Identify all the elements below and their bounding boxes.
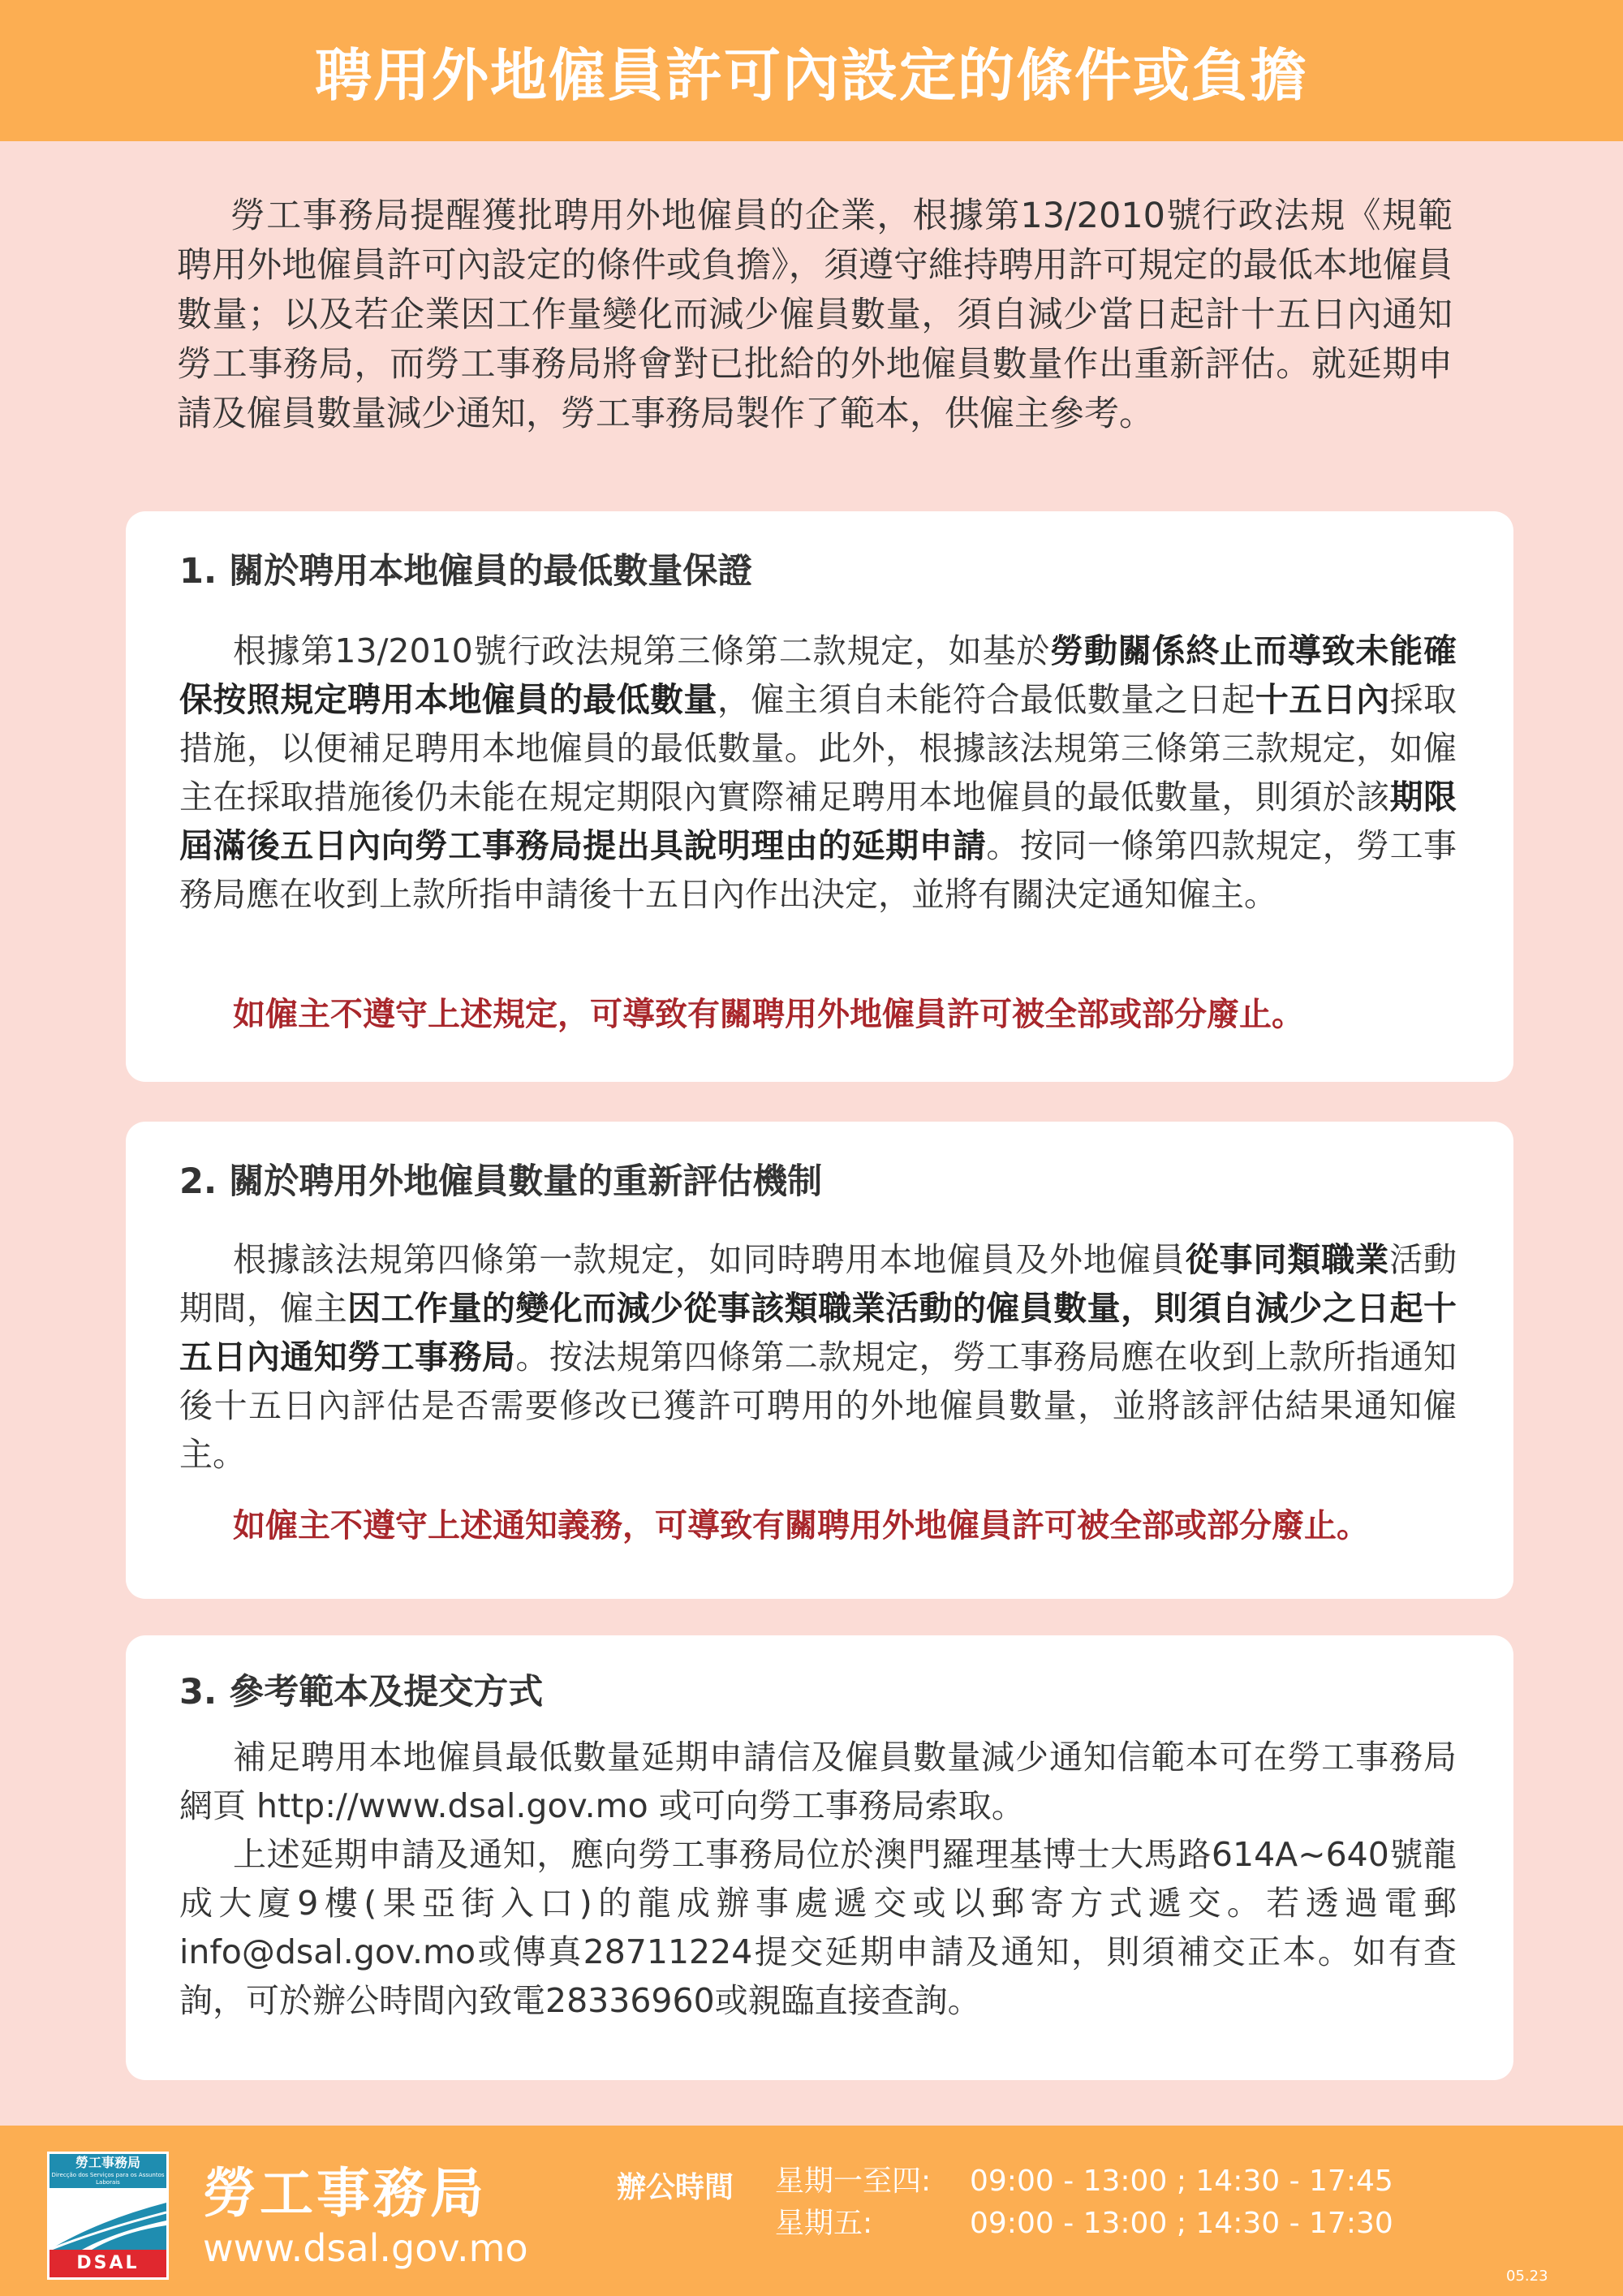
office-hours-label: 辦公時間 [617, 2171, 734, 2204]
section-body: 根據該法規第四條第一款規定，如同時聘用本地僱員及外地僱員從事同類職業活動期間，僱主因工作量的變化而減少從事該類職業活動的僱員數量，則須自減少之日起十五日內通知勞工事務局。按法規第四條第二款規定，勞工事務局應在收到上款所指通知後十五日內評估是否需要修改已獲許可聘用的外地僱員數量，並將該評估結果通知僱主。 [179, 1240, 1457, 1474]
intro-paragraph: 勞工事務局提醒獲批聘用外地僱員的企業，根據第13/2010號行政法規《規範聘用外地僱員許可內設定的條件或負擔》，須遵守維持聘用許可規定的最低本地僱員數量；以及若企業因工作量變化而減少僱員數量，須自減少當日起計十五日內通知勞工事務局，而勞工事務局將會對已批給的外地僱員數量作出重新評估。就延期申請及僱員數量減少通知，勞工事務局製作了範本，供僱主參考。 [177, 196, 1453, 434]
org-url[interactable]: www.dsal.gov.mo [203, 2226, 528, 2270]
warning-text: 如僱主不遵守上述通知義務，可導致有關聘用外地僱員許可被全部或部分廢止。 [233, 1507, 1369, 1544]
section-title: 3. 參考範本及提交方式 [179, 1672, 544, 1712]
section-body: 根據第13/2010號行政法規第三條第二款規定，如基於勞動關係終止而導致未能確保按照規定聘用本地僱員的最低數量，僱主須自未能符合最低數量之日起十五日內採取措施，以便補足聘用本地僱員的最低數量。此外，根據該法規第三條第三款規定，如僱主在採取措施後仍未能在規定期限內實際補足聘用本地僱員的最低數量，則須於該期限屆滿後五日內向勞工事務局提出具說明理由的延期申請。按同一條第四款規定，勞工事務局應在收到上款所指申請後十五日內作出決定，並將有關決定通知僱主。 [179, 631, 1457, 914]
version-code: 05.23 [1506, 2268, 1548, 2285]
footer [0, 2126, 1623, 2296]
org-name: 勞工事務局 [203, 2162, 487, 2225]
section-card-3 [126, 1635, 1513, 2080]
section-card-2 [126, 1122, 1513, 1599]
office-hours-row: 星期一至四: 09:00 - 13:00 ; 14:30 - 17:45 [775, 2165, 1393, 2198]
section-title: 1. 關於聘用本地僱員的最低數量保證 [179, 551, 753, 592]
section-body: 上述延期申請及通知，應向勞工事務局位於澳門羅理基博士大馬路614A~640號龍成大廈9樓(果亞街入口)的龍成辦事處遞交或以郵寄方式遞交。若透過電郵info@dsal.gov.mo或傳真28711224提交延期申請及通知，則須補交正本。如有查詢，可於辦公時間內致電28336960或親臨直接查詢。 [179, 1835, 1457, 2020]
road-emblem-icon [50, 2188, 166, 2250]
dsal-logo: 勞工事務局 Direcção dos Serviços para os Assuntos Laborais DSAL [47, 2152, 169, 2280]
office-hours-row: 星期五: 09:00 - 13:00 ; 14:30 - 17:30 [775, 2207, 1393, 2240]
header-banner [0, 0, 1623, 141]
section-title: 2. 關於聘用外地僱員數量的重新評估機制 [179, 1161, 823, 1202]
section-card-1 [126, 511, 1513, 1082]
page-title: 聘用外地僱員許可內設定的條件或負擔 [315, 41, 1308, 109]
section-body: 補足聘用本地僱員最低數量延期申請信及僱員數量減少通知信範本可在勞工事務局網頁 http://www.dsal.gov.mo 或可向勞工事務局索取。 [179, 1738, 1457, 1825]
warning-text: 如僱主不遵守上述規定，可導致有關聘用外地僱員許可被全部或部分廢止。 [233, 996, 1304, 1033]
